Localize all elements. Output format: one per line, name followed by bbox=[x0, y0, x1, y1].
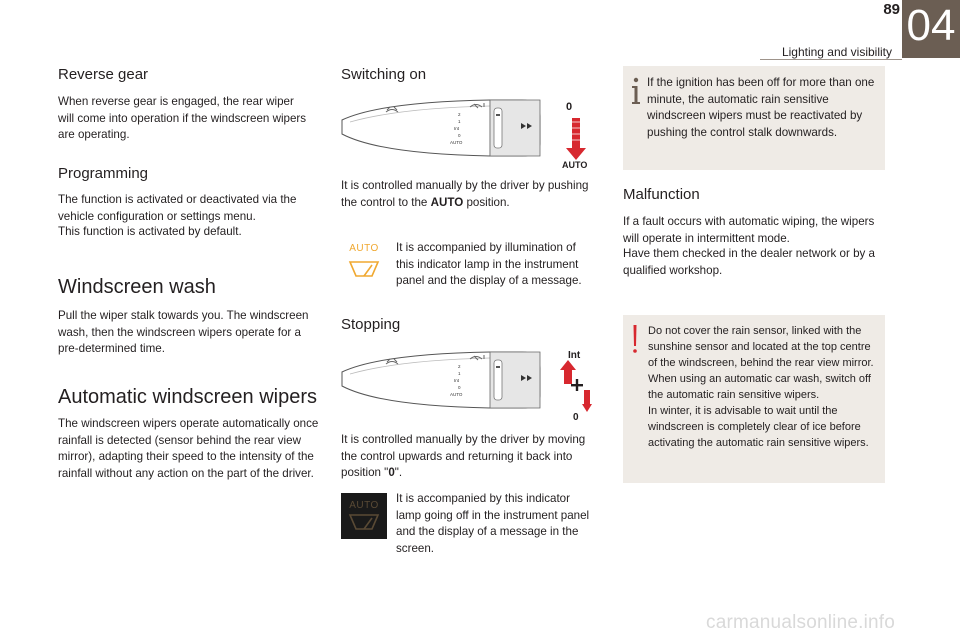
automatic-wipers-text: The windscreen wipers operate automatically once rainfall is detected (sensor behind the rear view mirror), adapting their speed to the intensity of the rainfall without any action on the part of the driver. bbox=[58, 417, 319, 480]
scale-2: 2 bbox=[458, 364, 461, 369]
info-note-text: If the ignition has been off for more than one minute, the automatic rain sensitive windscreen wipers must be reactivated by pushing the control stalk downwards. bbox=[647, 76, 875, 139]
info-icon bbox=[629, 76, 643, 106]
malfunction-text-1: If a fault occurs with automatic wiping, the wipers will operate in intermittent mode. bbox=[623, 215, 875, 245]
scale-2: 2 bbox=[458, 112, 461, 117]
chapter-tab bbox=[902, 0, 960, 58]
chapter-title: Lighting and visibility bbox=[781, 45, 892, 59]
page-number: 89 bbox=[883, 1, 900, 18]
position-label-top: 0 bbox=[566, 101, 573, 113]
wiper-stalk-figure-auto bbox=[340, 92, 592, 172]
plus-icon bbox=[571, 379, 583, 391]
windscreen-wash-text: Pull the wiper stalk towards you. The windscreen wash, then the windscreen wipers operate for a pre-determined time. bbox=[58, 309, 309, 355]
reverse-gear-text: When reverse gear is engaged, the rear wiper will come into operation if the windscreen wipers are operating. bbox=[58, 95, 307, 141]
down-arrow-icon bbox=[582, 390, 592, 412]
scale-int: Int bbox=[454, 126, 460, 131]
malfunction-title: Malfunction bbox=[623, 186, 700, 203]
switching-on-title: Switching on bbox=[341, 66, 427, 83]
info-note-box bbox=[623, 66, 885, 170]
position-label-bottom: AUTO bbox=[562, 160, 588, 170]
reverse-gear-title: Reverse gear bbox=[58, 66, 149, 83]
automatic-wipers-title: Automatic windscreen wipers bbox=[58, 386, 317, 408]
programming-title: Programming bbox=[58, 165, 149, 182]
wiper-lamp-icon bbox=[341, 509, 387, 539]
wiper-lamp-icon bbox=[342, 254, 386, 284]
auto-wiper-indicator-lamp-off bbox=[341, 493, 387, 539]
stalk-body bbox=[342, 352, 540, 408]
programming-text-2: This function is activated by default. bbox=[58, 225, 242, 238]
auto-wiper-indicator-lamp-on bbox=[342, 240, 386, 284]
chapter-number: 04 bbox=[906, 1, 956, 50]
lamp-label: AUTO bbox=[349, 500, 379, 511]
down-arrow-icon bbox=[566, 118, 586, 160]
malfunction-text-2: Have them checked in the dealer network or by a qualified workshop. bbox=[623, 247, 875, 277]
warning-exclamation-icon bbox=[630, 324, 640, 354]
watermark: carmanualsonline.info bbox=[706, 612, 896, 633]
scale-0: 0 bbox=[458, 133, 461, 138]
up-arrow-icon bbox=[560, 360, 576, 384]
header-rule bbox=[760, 59, 902, 60]
windscreen-wash-title: Windscreen wash bbox=[58, 276, 216, 298]
scale-auto: AUTO bbox=[450, 140, 463, 145]
scale-1: 1 bbox=[458, 371, 461, 376]
position-label-bottom: 0 bbox=[573, 412, 579, 423]
scale-auto: AUTO bbox=[450, 392, 463, 397]
stopping-title: Stopping bbox=[341, 316, 401, 333]
programming-text-1: The function is activated or deactivated via the vehicle configuration or settings menu. bbox=[58, 193, 297, 223]
stalk-body bbox=[342, 100, 540, 156]
warning-text-winter: In winter, it is advisable to wait until the windscreen is completely clear of ice before activating the automatic rain sensitive wipers. bbox=[648, 405, 869, 449]
scale-int: Int bbox=[454, 378, 460, 383]
scale-1: 1 bbox=[458, 119, 461, 124]
wiper-stalk-figure-stop bbox=[340, 344, 592, 424]
switching-on-text: It is controlled manually by the driver by pushing the control to the AUTO position. bbox=[341, 179, 589, 209]
scale-0: 0 bbox=[458, 385, 461, 390]
stopping-text: It is controlled manually by the driver by moving the control upwards and returning it back into position "0". bbox=[341, 433, 586, 479]
warning-note-box bbox=[623, 315, 885, 483]
stopping-lamp-text: It is accompanied by this indicator lamp going off in the instrument panel and the display of a message in the screen. bbox=[396, 492, 590, 555]
warning-text-car-wash: When using an automatic car wash, switch off the automatic rain sensitive wipers. bbox=[648, 373, 871, 401]
warning-text-sensor: Do not cover the rain sensor, linked with the sunshine sensor and located at the top centre of the windscreen, behind the rear view mirror. bbox=[648, 325, 874, 369]
switching-on-lamp-text: It is accompanied by illumination of this indicator lamp in the instrument panel and the display of a message. bbox=[396, 241, 582, 287]
lamp-label: AUTO bbox=[349, 243, 379, 254]
position-label-top: Int bbox=[568, 350, 581, 361]
